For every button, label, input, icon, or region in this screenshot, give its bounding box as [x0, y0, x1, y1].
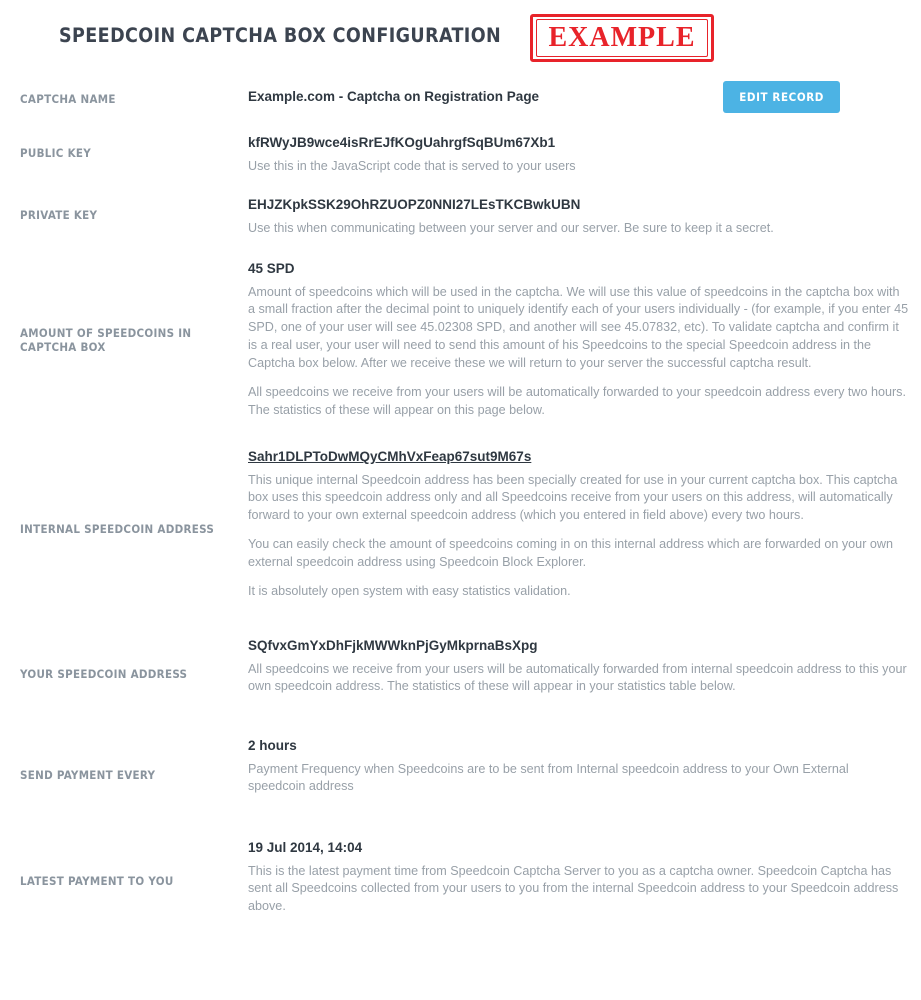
- row-body-internal-address: [248, 434, 921, 601]
- row-body-send-every: [248, 724, 921, 796]
- private-key-value: EHJZKpkSSK29OhRZUOPZ0NNI27LEsTKCBwkUBN: [248, 197, 581, 212]
- row-body-amount: [248, 246, 921, 420]
- row-body-your-address: [248, 624, 921, 696]
- row-private-key: [0, 184, 921, 246]
- page-header: [0, 0, 921, 76]
- row-body-public-key: [248, 122, 921, 175]
- row-public-key: [0, 122, 921, 184]
- latest-payment-description: This is the latest payment time from Speedcoin Captcha Server to you as a captcha owner. Speedcoin Captcha has sent all Speedcoins collected from your users to you from the internal Speedcoin address to your Speedcoin address above.: [248, 863, 899, 914]
- row-label-your-address: YOUR SPEEDCOIN ADDRESS: [20, 667, 188, 681]
- public-key-value: kfRWyJB9wce4isRrEJfKOgUahrgfSqBUm67Xb1: [248, 135, 556, 150]
- row-body-captcha-name: [248, 76, 921, 112]
- amount-description-2: All speedcoins we receive from your users will be automatically forwarded to your speedcoin address every two hours. The statistics of these will appear on this page below.: [248, 384, 906, 417]
- row-your-speedcoin-address: [0, 624, 921, 724]
- internal-address-description-3: It is absolutely open system with easy statistics validation.: [248, 583, 571, 598]
- row-send-payment-every: [0, 724, 921, 826]
- internal-address-value[interactable]: Sahr1DLPToDwMQyCMhVxFeap67sut9M67s: [248, 449, 532, 464]
- row-amount-of-speedcoins: [0, 246, 921, 434]
- row-body-private-key: [248, 184, 921, 237]
- internal-address-description-1: This unique internal Speedcoin address has been specially created for use in your current captcha box. This captcha box uses this speedcoin address only and all Speedcoins receive from your users on this address, will automatically forward to your own external speedcoin address (which you entered in field above) every two hours.: [248, 472, 898, 523]
- row-label-send-every: SEND PAYMENT EVERY: [20, 768, 156, 782]
- your-address-description: All speedcoins we receive from your users will be automatically forwarded from internal speedcoin address to this your own speedcoin address. The statistics of these will appear in your statistics table below.: [248, 661, 907, 694]
- example-stamp: [530, 14, 714, 62]
- amount-description-1: Amount of speedcoins which will be used in the captcha. We will use this value of speedcoins in the captcha box with a small fraction after the decimal point to uniquely identify each of your users individually - (for example, if you enter 45 SPD, one of your user will see 45.02308 SPD, and another will see 45.07832, etc). To validate captcha and confirm it is a real user, your user will need to send this amount of his Speedcoins to the special Speedcoin address in the Captcha box below. After we receive these we will return to your server the successful captcha result.: [248, 284, 909, 371]
- internal-address-description-2: You can easily check the amount of speedcoins coming in on this internal address which are forwarded on your own external speedcoin address using Speedcoin Block Explorer.: [248, 537, 893, 570]
- row-internal-address: [0, 434, 921, 624]
- captcha-name-value: Example.com - Captcha on Registration Page: [248, 89, 540, 104]
- row-label-captcha-name: CAPTCHA NAME: [20, 92, 116, 106]
- example-stamp-label: EXAMPLE: [548, 22, 696, 53]
- example-stamp-inner: [536, 19, 708, 57]
- public-key-description: Use this in the JavaScript code that is served to your users: [248, 158, 576, 173]
- send-every-value: 2 hours: [248, 738, 297, 753]
- send-every-description: Payment Frequency when Speedcoins are to be sent from Internal speedcoin address to your Own External speedcoin address: [248, 761, 849, 794]
- edit-record-button[interactable]: EDIT RECORD: [723, 81, 840, 113]
- page-title: SPEEDCOIN CAPTCHA BOX CONFIGURATION: [59, 24, 502, 47]
- row-label-internal-address: INTERNAL SPEEDCOIN ADDRESS: [20, 522, 215, 536]
- row-body-latest-payment: [248, 826, 921, 916]
- latest-payment-value: 19 Jul 2014, 14:04: [248, 840, 363, 855]
- row-label-latest-payment: LATEST PAYMENT TO YOU: [20, 874, 174, 888]
- row-captcha-name: [0, 76, 921, 122]
- private-key-description: Use this when communicating between your server and our server. Be sure to keep it a secret.: [248, 220, 774, 235]
- row-latest-payment: [0, 826, 921, 936]
- row-label-private-key: PRIVATE KEY: [20, 208, 98, 222]
- row-label-amount: AMOUNT OF SPEEDCOINS IN CAPTCHA BOX: [20, 326, 192, 354]
- row-label-public-key: PUBLIC KEY: [20, 146, 92, 160]
- amount-value: 45 SPD: [248, 261, 295, 276]
- your-address-value: SQfvxGmYxDhFjkMWWknPjGyMkprnaBsXpg: [248, 638, 538, 653]
